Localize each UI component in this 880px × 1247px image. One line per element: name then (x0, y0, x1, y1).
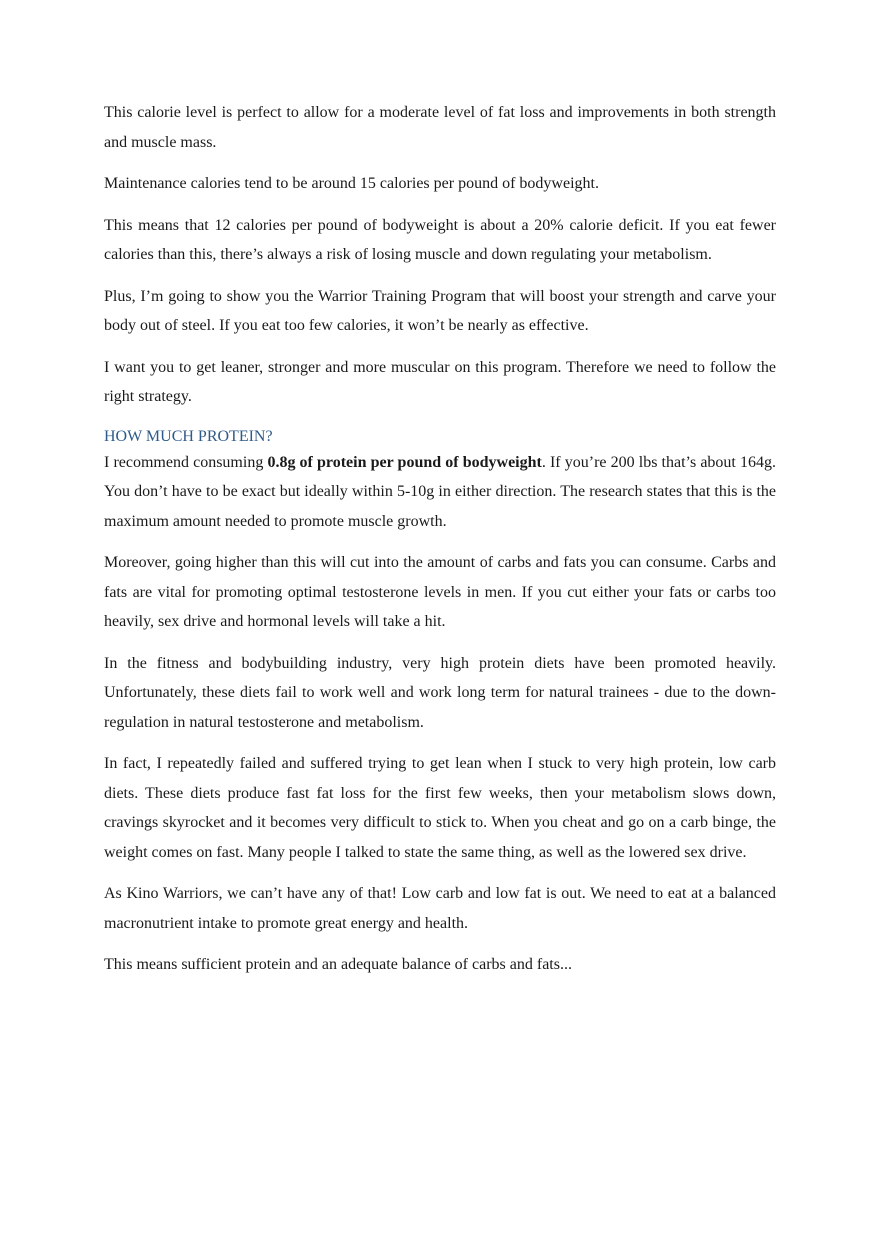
paragraph-calorie-level: This calorie level is perfect to allow for a moderate level of fat loss and improvements in both strength and muscle mass. (104, 104, 776, 151)
paragraph-sufficient-protein: This means sufficient protein and an adequate balance of carbs and fats... (104, 956, 572, 973)
protein-text-after: . If you’re 200 lbs that’s about 164g. You don’t have to be exact but ideally within 5-10g in either direction. The research states that this is the maximum amount needed to promote muscle growth. (104, 453, 776, 530)
section-heading-protein: HOW MUCH PROTEIN? (104, 427, 273, 445)
paragraph-carbs-fats: Moreover, going higher than this will cut into the amount of carbs and fats you can consume. Carbs and fats are vital for promoting optimal testosterone levels in men. If you cut either your fats or carbs too heavily, sex drive and hormonal levels will take a hit. (104, 554, 776, 630)
paragraph-kino-warriors: As Kino Warriors, we can’t have any of that! Low carb and low fat is out. We need to eat at a balanced macronutrient intake to promote great energy and health. (104, 885, 776, 932)
paragraph-warrior-program: Plus, I’m going to show you the Warrior Training Program that will boost your strength and carve your body out of steel. If you eat too few calories, it won’t be nearly as effective. (104, 287, 776, 334)
paragraph-calorie-deficit: This means that 12 calories per pound of bodyweight is about a 20% calorie deficit. If you eat fewer calories than this, there’s always a risk of losing muscle and down regulating your metabolism. (104, 216, 776, 263)
paragraph-protein-recommendation (104, 448, 776, 537)
protein-text-bold: 0.8g of protein per pound of bodyweight (267, 453, 542, 471)
paragraph-high-protein-diets: In the fitness and bodybuilding industry, very high protein diets have been promoted heavily. Unfortunately, these diets fail to work well and work long term for natural trainees - due to the down-regulation in natural testosterone and metabolism. (104, 654, 776, 731)
paragraph-personal-experience: In fact, I repeatedly failed and suffered trying to get lean when I stuck to very high protein, low carb diets. These diets produce fast fat loss for the first few weeks, then your metabolism slows down, cravings skyrocket and it becomes very difficult to stick to. When you cheat and go on a carb binge, the weight comes on fast. Many people I talked to state the same thing, as well as the lowered sex drive. (104, 755, 776, 861)
paragraph-right-strategy: I want you to get leaner, stronger and more muscular on this program. Therefore we need to follow the right strategy. (104, 358, 776, 405)
protein-text-before: I recommend consuming (104, 453, 268, 471)
document-page (104, 98, 776, 992)
paragraph-maintenance-calories: Maintenance calories tend to be around 15 calories per pound of bodyweight. (104, 175, 599, 192)
